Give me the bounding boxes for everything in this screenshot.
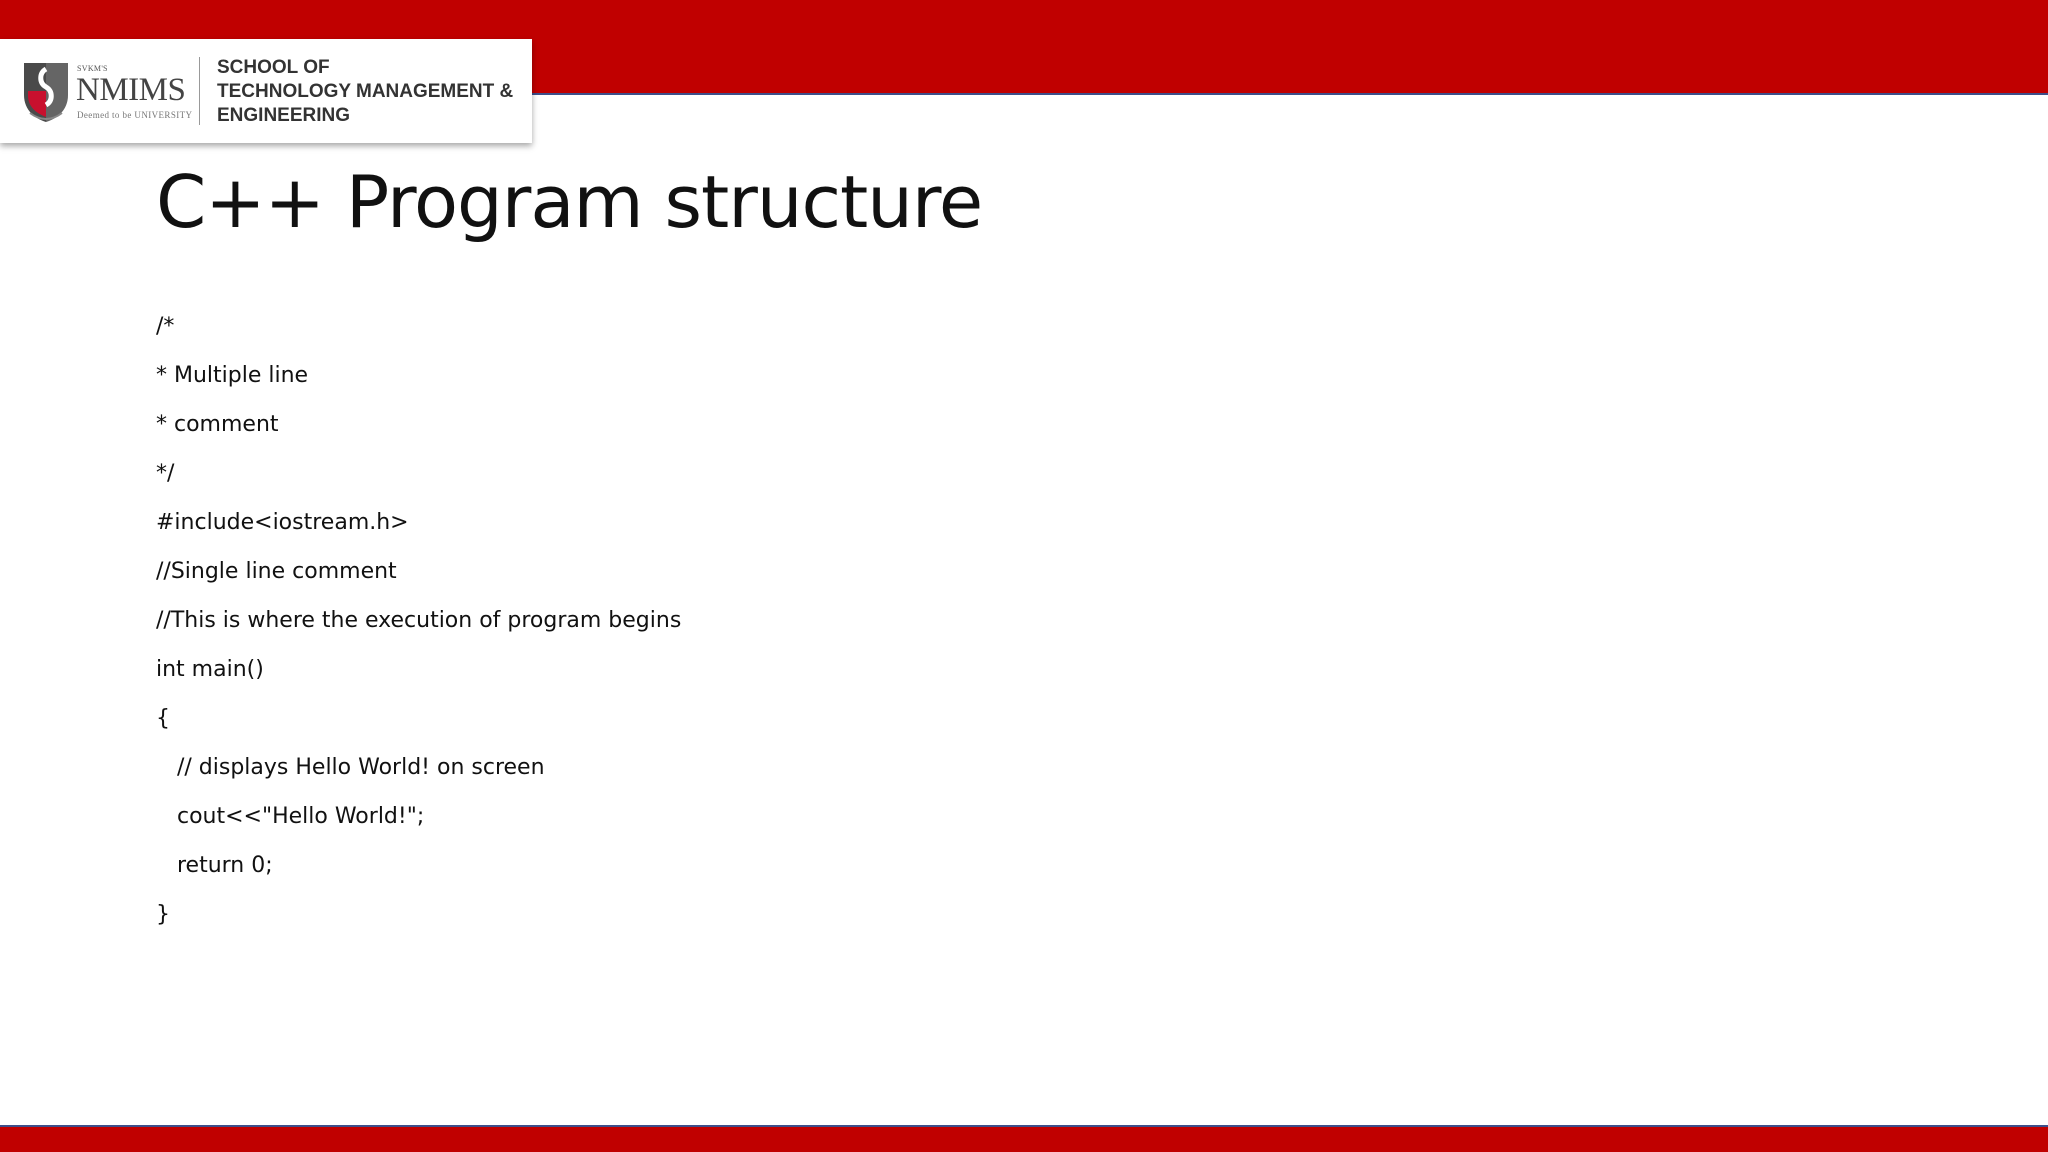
code-line: //This is where the execution of program begins (156, 608, 682, 633)
code-line: cout<<"Hello World!"; (156, 804, 425, 829)
school-name-line: SCHOOL OF (217, 57, 330, 78)
code-listing (156, 306, 681, 943)
logo-tagline: Deemed to be UNIVERSITY (77, 110, 193, 120)
bottom-red-band (0, 1125, 2048, 1152)
code-line: } (156, 902, 170, 927)
code-line: */ (156, 461, 175, 486)
code-line: return 0; (156, 853, 273, 878)
school-name-line: ENGINEERING (217, 105, 351, 126)
code-line: #include<iostream.h> (156, 510, 409, 535)
code-line: * comment (156, 412, 279, 437)
code-line: /* (156, 314, 175, 339)
logo-divider (199, 57, 200, 125)
code-line: // displays Hello World! on screen (156, 755, 545, 780)
code-line: { (156, 706, 170, 731)
nmims-logo (0, 39, 532, 143)
slide-title: C++ Program structure (156, 160, 983, 244)
nmims-shield-icon (22, 61, 70, 123)
school-name-line: TECHNOLOGY MANAGEMENT & (217, 81, 514, 102)
code-line: int main() (156, 657, 264, 682)
logo-wordmark: NMIMS (76, 72, 186, 108)
code-line: //Single line comment (156, 559, 397, 584)
code-line: * Multiple line (156, 363, 309, 388)
school-name (217, 56, 513, 128)
logo-superscript: SVKM'S (77, 64, 108, 73)
